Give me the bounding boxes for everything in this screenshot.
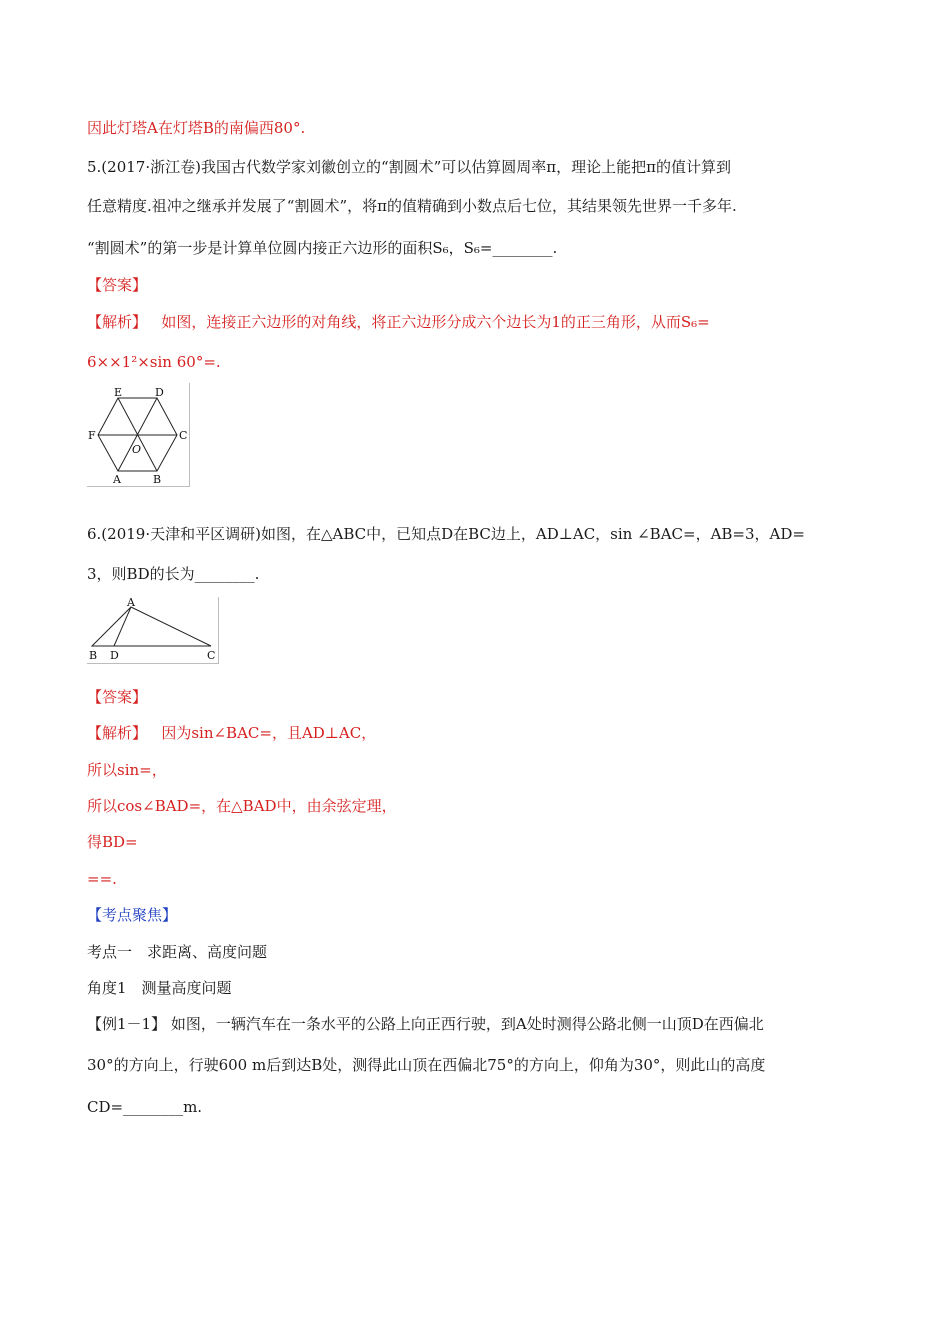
analysis-2-line-1	[87, 723, 376, 743]
tri-label-c: C	[207, 649, 216, 662]
hex-label-a: A	[113, 473, 121, 486]
answer-heading-2: 【答案】	[87, 688, 148, 706]
analysis-1-text: 如图，连接正六边形的对角线，将正六边形分成六个边长为1的正三角形，从而S₆=	[161, 313, 710, 331]
analysis-tag-1: 【解析】	[87, 313, 148, 331]
hex-label-d: D	[155, 386, 164, 399]
analysis-2-line-2: 所以sin=，	[87, 761, 167, 779]
key-point-1: 考点一 求距离、高度问题	[87, 943, 268, 961]
example-line-2: 30°的方向上，行驶600 m后到达B处，测得此山顶在西偏北75°的方向上，仰角为30°，则此山的高度	[87, 1056, 766, 1074]
question-6-line-2: 3，则BD的长为________.	[87, 565, 260, 583]
tri-label-b: B	[89, 649, 98, 662]
analysis-2-line-3: 所以cos∠BAD=，在△BAD中，由余弦定理，	[87, 797, 397, 815]
analysis-tag-2: 【解析】	[87, 724, 148, 742]
analysis-2-text: 因为sin∠BAC=，且AD⊥AC，	[161, 724, 377, 742]
analysis-2-line-5: ==.	[87, 870, 117, 888]
text-conclusion: 因此灯塔A在灯塔B的南偏西80°.	[87, 119, 306, 137]
angle-1-heading: 角度1 测量高度问题	[87, 979, 232, 997]
tri-label-a: A	[127, 597, 135, 609]
tri-label-d: D	[110, 649, 119, 662]
question-5-line-3: “割圆术”的第一步是计算单位圆内接正六边形的面积S₆，S₆=________.	[87, 239, 558, 257]
hexagon-figure	[87, 383, 190, 487]
key-points-heading: 【考点聚焦】	[87, 906, 178, 924]
hex-label-f: F	[88, 429, 96, 442]
hex-label-b: B	[153, 473, 162, 486]
triangle-figure	[87, 597, 219, 664]
analysis-1-line-1	[87, 312, 710, 332]
analysis-2-line-4: 得BD=	[87, 833, 138, 851]
hex-label-o: O	[132, 443, 142, 456]
example-line-3: CD=________m.	[87, 1098, 203, 1116]
question-5-line-1: 5.(2017·浙江卷)我国古代数学家刘徽创立的“割圆术”可以估算圆周率π，理论上能把π的值计算到	[87, 158, 732, 176]
hex-label-c: C	[179, 429, 188, 442]
question-5-line-2: 任意精度.祖冲之继承并发展了“割圆术”，将π的值精确到小数点后七位，其结果领先世界一千多年.	[87, 197, 737, 215]
analysis-1-line-2: 6××1²×sin 60°=.	[87, 353, 221, 371]
example-line-1: 【例1－1】 如图，一辆汽车在一条水平的公路上向正西行驶，到A处时测得公路北侧一山顶D在西偏北	[87, 1015, 764, 1033]
hex-label-e: E	[114, 386, 123, 399]
answer-heading-1: 【答案】	[87, 276, 148, 294]
question-6-line-1: 6.(2019·天津和平区调研)如图，在△ABC中，已知点D在BC边上，AD⊥AC，sin ∠BAC=，AB=3，AD=	[87, 525, 805, 543]
